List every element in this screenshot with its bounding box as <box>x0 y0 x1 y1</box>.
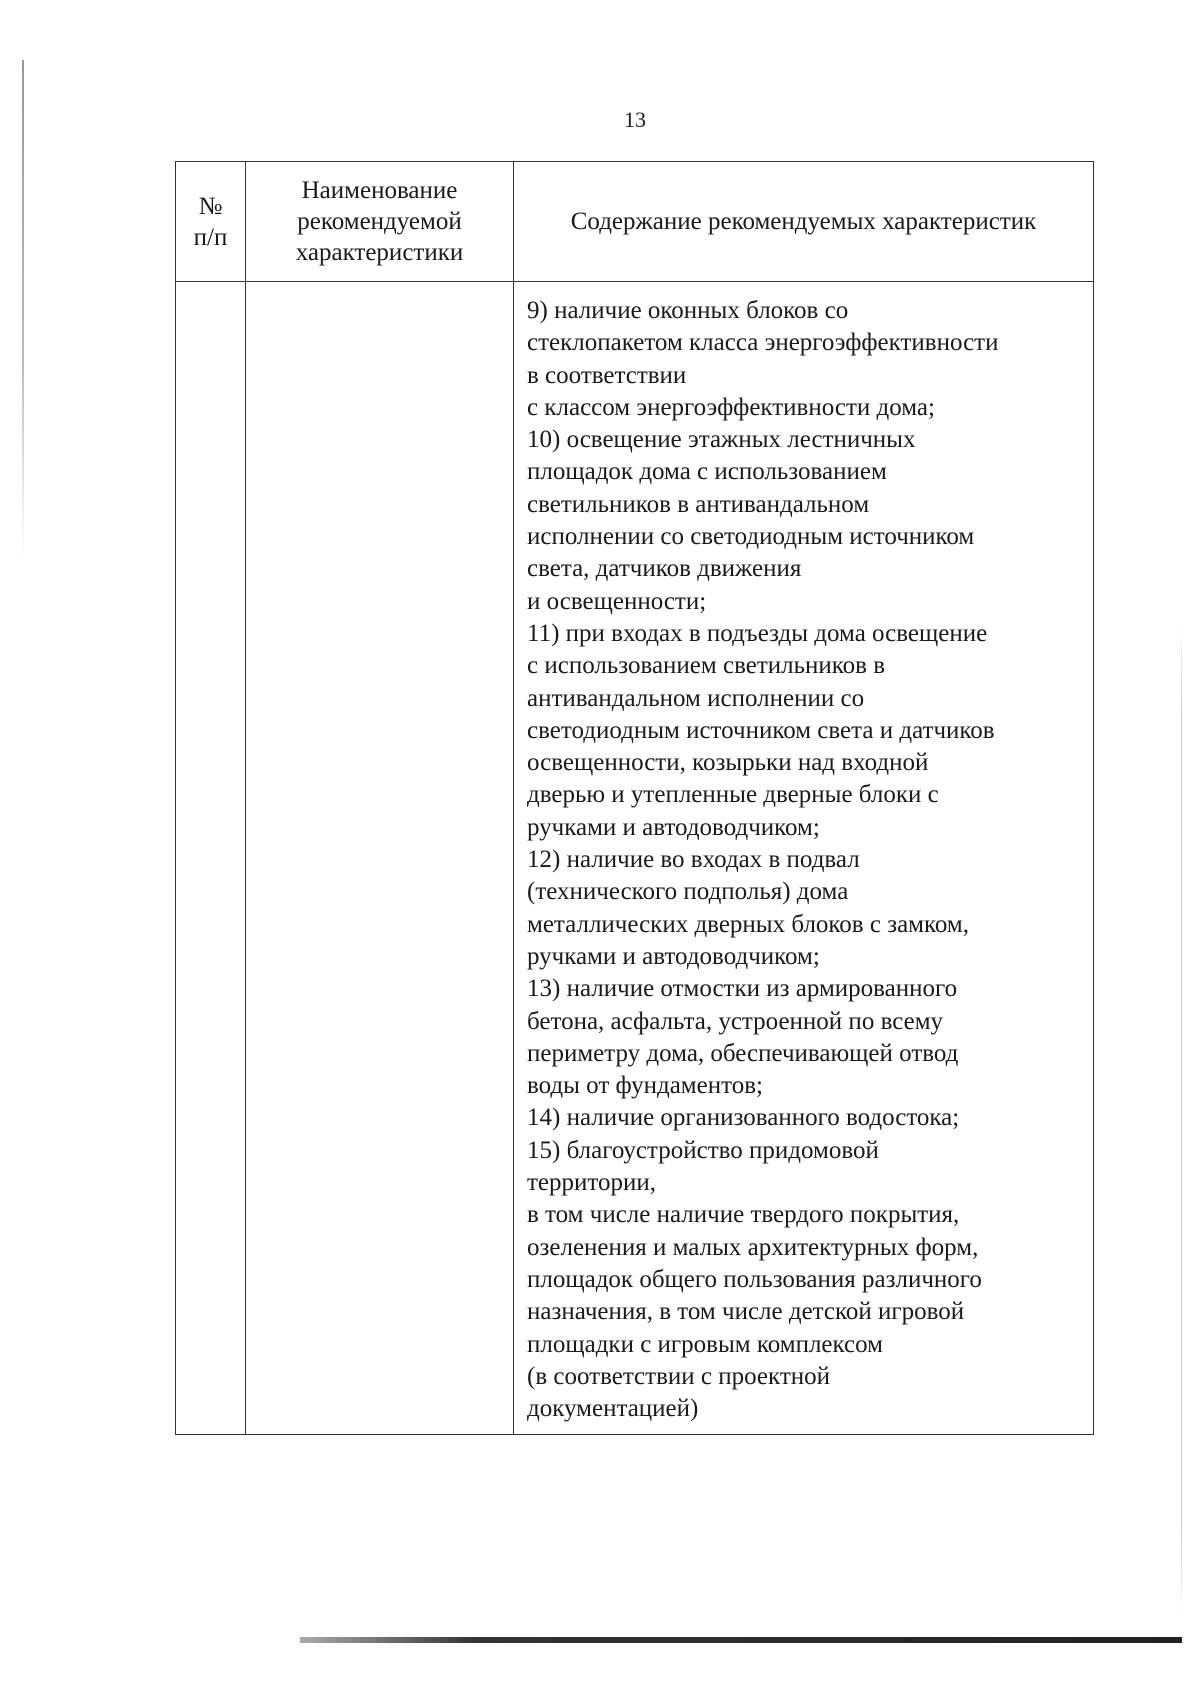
table-header-row <box>176 162 1094 282</box>
header-number <box>176 162 246 282</box>
header-number-text: № п/п <box>193 192 228 251</box>
header-content <box>514 162 1094 282</box>
row-content-cell <box>514 282 1094 1435</box>
scan-edge-left <box>22 60 24 560</box>
scan-edge-right <box>1181 620 1182 1620</box>
row-number-cell <box>176 282 246 1435</box>
header-name-text: Наименование рекомендуемой характеристики <box>295 177 464 266</box>
page-number: 13 <box>624 107 646 132</box>
scan-bottom-bar <box>300 1637 1182 1643</box>
table-row <box>176 282 1094 1435</box>
header-name <box>246 162 514 282</box>
row-name-cell <box>246 282 514 1435</box>
characteristics-table <box>175 161 1094 1435</box>
header-content-text: Содержание рекомендуемых характеристик <box>570 208 1037 235</box>
row-content: 9) наличие оконных блоков со стеклопакетом класса энергоэффективности в соответствии с классом энергоэффективности дома; 10) освещение этажных лестничных площадок дома с использованием светильников в антивандальном исполнении со светодиодным источником света, датчиков движения и освещенности; 11) при входах в подъезды дома освещение с использованием светильников в антивандальном исполнении со светодиодным источником света и датчиков освещенности, козырьки над входной дверью и утепленные дверные блоки с ручками и автодоводчиком; 12) наличие во входах в подвал (технического подполья) дома металлических дверных блоков с замком, ручками и автодоводчиком; 13) наличие отмостки из армированного бетона, асфальта, устроенной по всему периметру дома, обеспечивающей отвод воды от фундаментов; 14) наличие организованного водостока; 15) благоустройство придомовой территории, в том числе наличие твердого покрытия, озеленения и малых архитектурных форм, площадок общего пользования различного назначения, в том числе детской игровой площадки с игровым комплексом (в соответствии с проектной документацией) <box>527 297 999 1423</box>
